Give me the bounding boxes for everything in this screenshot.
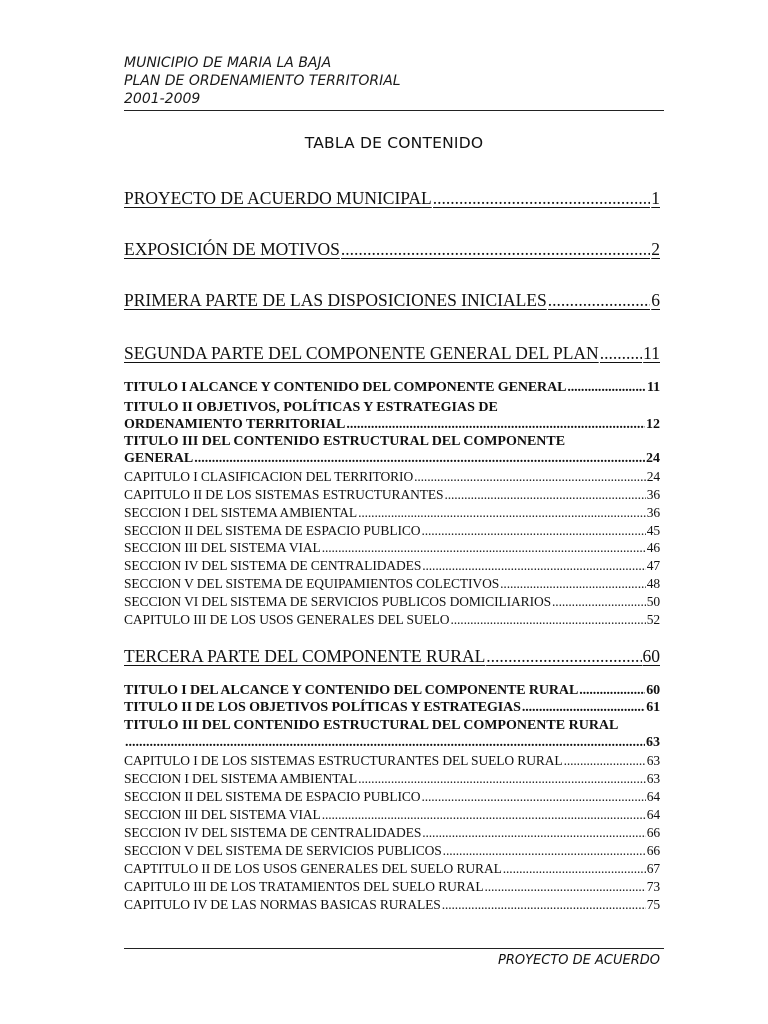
toc-entry[interactable] — [124, 861, 660, 877]
toc-entry-label: SECCION II DEL SISTEMA DE ESPACIO PUBLICO — [124, 523, 421, 538]
toc-entry-tercera-parte[interactable] — [124, 646, 660, 667]
toc-entry-label-line2: GENERAL — [124, 451, 194, 466]
toc-entry-segunda-parte[interactable] — [124, 343, 660, 364]
toc-entry[interactable] — [124, 540, 660, 556]
toc-page-number: 12 — [646, 417, 660, 432]
toc-entry[interactable] — [124, 825, 660, 841]
toc-entry-label: SECCION III DEL SISTEMA VIAL — [124, 807, 321, 822]
toc-entry-label: TITULO I ALCANCE Y CONTENIDO DEL COMPONENTE GENERAL — [124, 380, 567, 395]
dot-leader — [358, 505, 646, 521]
toc-page-number: 11 — [643, 343, 660, 363]
toc-entry-label: SECCION I DEL SISTEMA AMBIENTAL — [124, 505, 358, 520]
dot-leader — [421, 789, 645, 805]
toc-page-number: 11 — [646, 380, 660, 395]
dot-leader — [322, 540, 646, 556]
toc-entry[interactable] — [124, 879, 660, 895]
toc-entry[interactable] — [124, 843, 660, 859]
toc-entry-rural-titulo-3[interactable] — [124, 717, 660, 751]
header-plan: PLAN DE ORDENAMIENTO TERRITORIAL — [124, 73, 401, 89]
dot-leader — [322, 807, 646, 823]
toc-entry-primera-parte[interactable] — [124, 290, 660, 311]
toc-entry-label: PRIMERA PARTE DE LAS DISPOSICIONES INICIALES — [124, 290, 547, 310]
toc-entry-general-titulo-1[interactable] — [124, 380, 660, 396]
toc-entry-label: SECCION V DEL SISTEMA DE EQUIPAMIENTOS COLECTIVOS — [124, 576, 500, 591]
toc-entry-label: SECCION I DEL SISTEMA AMBIENTAL — [124, 771, 358, 786]
toc-page-number: 47 — [646, 558, 660, 573]
toc-page-number: 64 — [646, 789, 660, 804]
dot-leader — [358, 771, 646, 787]
toc-entry-label: EXPOSICIÓN DE MOTIVOS — [124, 239, 340, 259]
toc-page-number: 48 — [646, 576, 660, 591]
toc-page-number: 46 — [646, 540, 660, 555]
toc-entry-general-titulo-2[interactable] — [124, 399, 660, 433]
toc-entry-label-line1: TITULO III DEL CONTENIDO ESTRUCTURAL DEL COMPONENTE — [124, 434, 566, 449]
toc-entry-proyecto[interactable] — [124, 188, 660, 209]
toc-entry[interactable] — [124, 523, 660, 539]
toc-entry-label: SECCION VI DEL SISTEMA DE SERVICIOS PUBLICOS DOMICILIARIOS — [124, 594, 552, 609]
dot-leader — [194, 450, 645, 467]
toc-entry[interactable] — [124, 558, 660, 574]
toc-page-number: 63 — [646, 753, 660, 768]
toc-entry-label: CAPTITULO II DE LOS USOS GENERALES DEL SUELO RURAL — [124, 861, 502, 876]
toc-page-number: 36 — [646, 505, 660, 520]
toc-entry[interactable] — [124, 753, 660, 769]
toc-entry-label: CAPITULO I CLASIFICACION DEL TERRITORIO — [124, 469, 414, 484]
dot-leader — [522, 700, 645, 716]
toc-page-number: 24 — [646, 451, 660, 466]
toc-page-number: 24 — [646, 469, 660, 484]
dot-leader — [442, 897, 646, 913]
toc-page-number: 6 — [651, 290, 660, 310]
dot-leader — [421, 523, 645, 539]
toc-page-number: 61 — [646, 700, 660, 715]
toc-entry-label: CAPITULO II DE LOS SISTEMAS ESTRUCTURANTES — [124, 487, 444, 502]
toc-entry-label: CAPITULO I DE LOS SISTEMAS ESTRUCTURANTES DEL SUELO RURAL — [124, 753, 563, 768]
toc-entry-rural-titulo-2[interactable] — [124, 700, 660, 716]
toc-entry-exposicion[interactable] — [124, 239, 660, 260]
toc-entry-label: SEGUNDA PARTE DEL COMPONENTE GENERAL DEL PLAN — [124, 343, 599, 363]
document-page — [124, 0, 664, 1024]
toc-entry[interactable] — [124, 897, 660, 913]
toc-entry-label: CAPITULO III DE LOS TRATAMIENTOS DEL SUELO RURAL — [124, 879, 484, 894]
toc-entry-label-line2: ORDENAMIENTO TERRITORIAL — [124, 417, 346, 432]
toc-entry[interactable] — [124, 612, 660, 628]
dot-leader — [444, 487, 645, 503]
dot-leader — [579, 683, 645, 699]
toc-page-number: 63 — [646, 735, 660, 750]
dot-leader — [450, 612, 645, 628]
toc-entry-rural-titulo-1[interactable] — [124, 683, 660, 699]
toc-page-number: 36 — [646, 487, 660, 502]
toc-page-number: 52 — [646, 612, 660, 627]
document-footer: PROYECTO DE ACUERDO — [498, 953, 660, 968]
toc-entry[interactable] — [124, 807, 660, 823]
dot-leader — [422, 558, 645, 574]
toc-entry[interactable] — [124, 487, 660, 503]
toc-page-number: 60 — [646, 683, 660, 698]
toc-page-number: 66 — [646, 843, 660, 858]
toc-entry-label: SECCION V DEL SISTEMA DE SERVICIOS PUBLICOS — [124, 843, 442, 858]
toc-entry[interactable] — [124, 576, 660, 592]
dot-leader — [564, 753, 646, 769]
dot-leader — [503, 861, 646, 877]
toc-page-number: 64 — [646, 807, 660, 822]
dot-leader — [548, 290, 651, 311]
toc-entry-label-line1: TITULO II OBJETIVOS, POLÍTICAS Y ESTRATEGIAS DE — [124, 400, 498, 415]
dot-leader — [341, 239, 650, 260]
dot-leader — [414, 469, 646, 485]
dot-leader — [125, 734, 645, 751]
toc-entry-label: SECCION III DEL SISTEMA VIAL — [124, 540, 321, 555]
dot-leader — [443, 843, 646, 859]
toc-entry-label: TITULO II DE LOS OBJETIVOS POLÍTICAS Y ESTRATEGIAS — [124, 700, 521, 715]
toc-entry[interactable] — [124, 771, 660, 787]
dot-leader — [486, 646, 641, 667]
toc-entry-label-line1: TITULO III DEL CONTENIDO ESTRUCTURAL DEL COMPONENTE RURAL — [124, 718, 619, 733]
dot-leader — [346, 416, 645, 433]
header-years: 2001-2009 — [124, 91, 201, 107]
toc-entry-label: CAPITULO III DE LOS USOS GENERALES DEL SUELO — [124, 612, 450, 627]
footer-divider — [124, 948, 664, 949]
toc-entry-label: PROYECTO DE ACUERDO MUNICIPAL — [124, 188, 432, 208]
toc-page-number: 45 — [646, 523, 660, 538]
toc-entry[interactable] — [124, 789, 660, 805]
toc-page-number: 73 — [646, 879, 660, 894]
toc-page-number: 75 — [646, 897, 660, 912]
header-municipality: MUNICIPIO DE MARIA LA BAJA — [124, 55, 332, 71]
toc-page-number: 2 — [651, 239, 660, 259]
dot-leader — [600, 343, 642, 364]
dot-leader — [567, 380, 646, 396]
toc-entry-label: SECCION IV DEL SISTEMA DE CENTRALIDADES — [124, 558, 422, 573]
dot-leader — [484, 879, 645, 895]
toc-entry[interactable] — [124, 594, 660, 610]
toc-entry[interactable] — [124, 469, 660, 485]
toc-entry-label: TERCERA PARTE DEL COMPONENTE RURAL — [124, 646, 486, 666]
toc-entry-label: SECCION II DEL SISTEMA DE ESPACIO PUBLICO — [124, 789, 421, 804]
toc-entry-general-titulo-3[interactable] — [124, 433, 660, 467]
toc-page-number: 1 — [651, 188, 660, 208]
toc-page-number: 60 — [642, 646, 660, 666]
toc-page-number: 50 — [646, 594, 660, 609]
toc-page-number: 63 — [646, 771, 660, 786]
dot-leader — [422, 825, 645, 841]
toc-entry[interactable] — [124, 505, 660, 521]
dot-leader — [552, 594, 646, 610]
dot-leader — [500, 576, 646, 592]
toc-entry-label: SECCION IV DEL SISTEMA DE CENTRALIDADES — [124, 825, 422, 840]
toc-page-number: 66 — [646, 825, 660, 840]
document-header — [124, 54, 664, 111]
dot-leader — [433, 188, 651, 209]
toc-entry-label: CAPITULO IV DE LAS NORMAS BASICAS RURALES — [124, 897, 441, 912]
toc-title: TABLA DE CONTENIDO — [304, 134, 484, 152]
toc-entry-label: TITULO I DEL ALCANCE Y CONTENIDO DEL COMPONENTE RURAL — [124, 683, 579, 698]
toc-page-number: 67 — [646, 861, 660, 876]
